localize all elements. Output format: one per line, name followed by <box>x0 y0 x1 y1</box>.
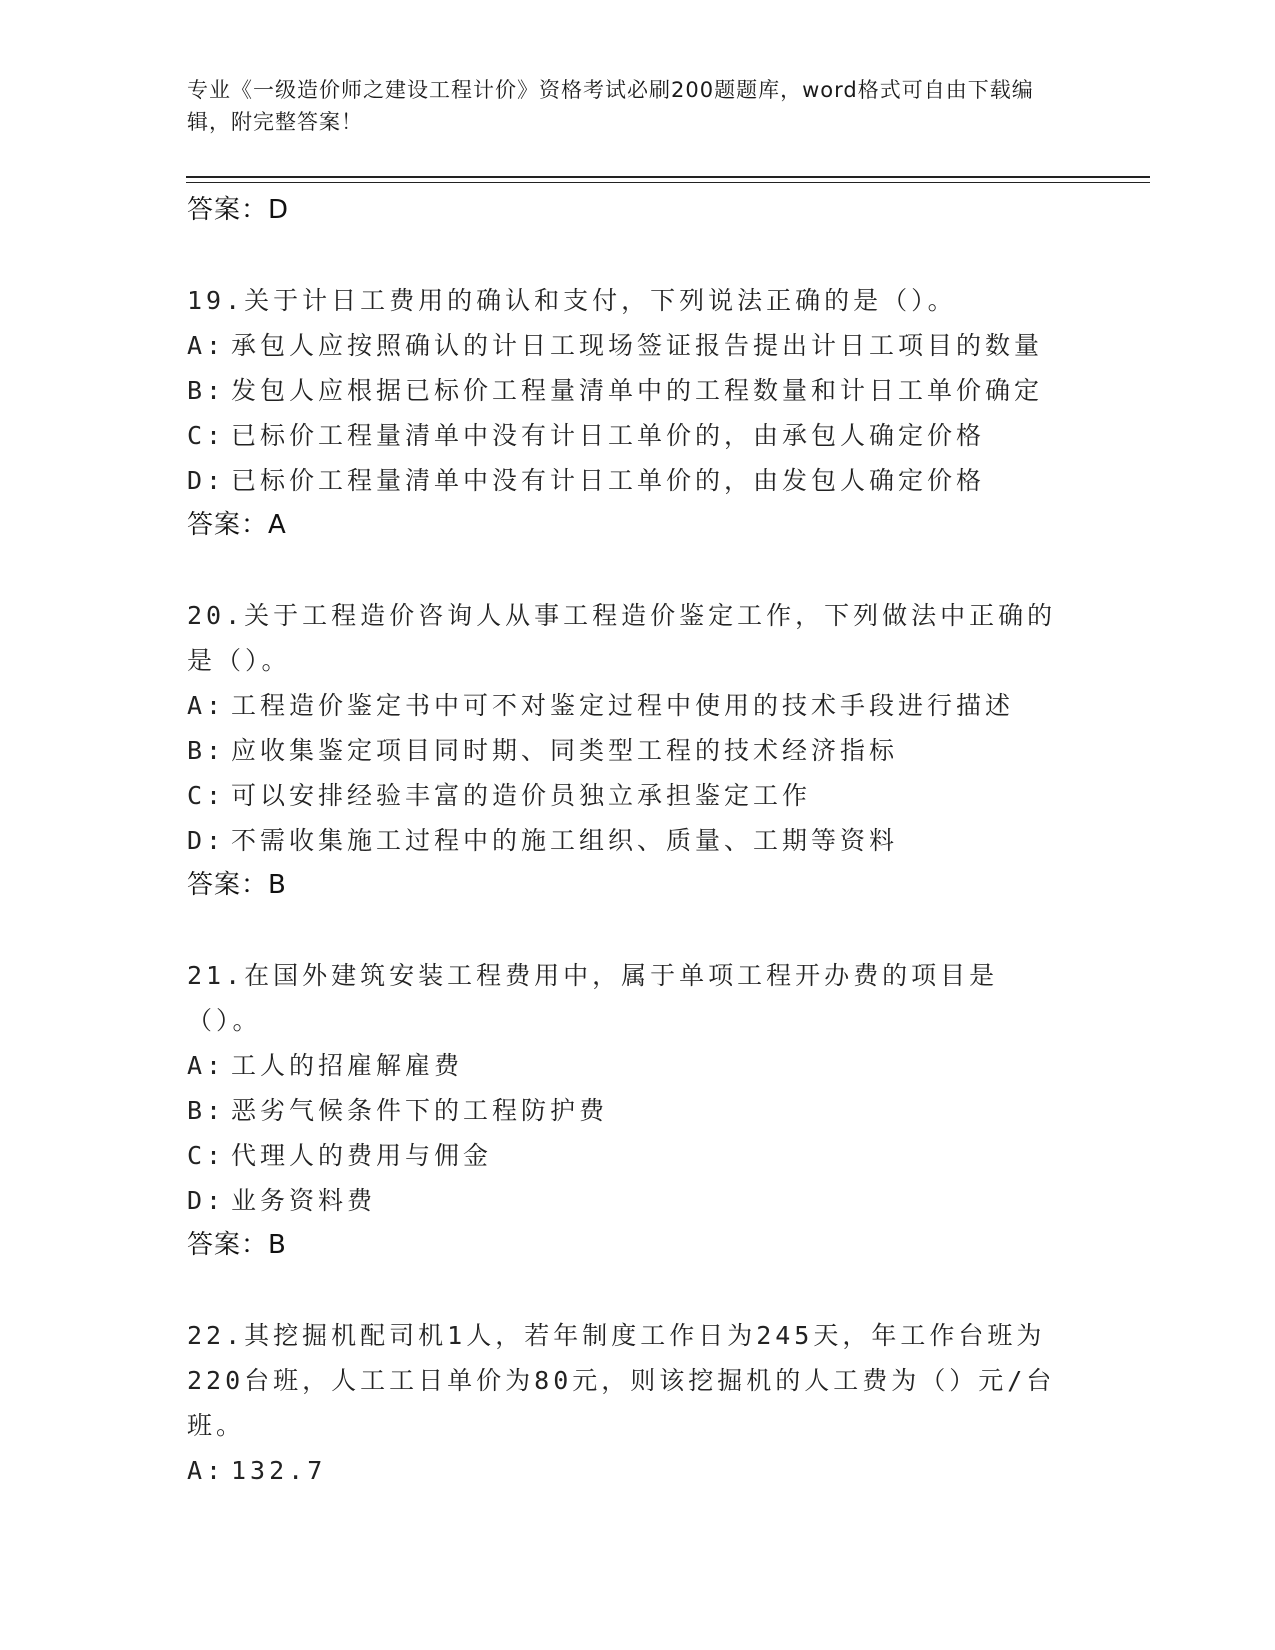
question-stem: 19.关于计日工费用的确认和支付，下列说法正确的是（）。 <box>187 286 957 315</box>
document-content <box>187 188 1087 1493</box>
option-key: C: <box>187 781 226 810</box>
option-text: 应收集鉴定项目同时期、同类型工程的技术经济指标 <box>231 736 899 765</box>
option-text: 已标价工程量清单中没有计日工单价的，由承包人确定价格 <box>231 421 986 450</box>
option-d <box>187 458 1087 503</box>
option-key: B: <box>187 736 226 765</box>
answer-line: 答案：D <box>187 195 290 225</box>
option-b <box>187 728 1087 773</box>
option-key: C: <box>187 421 226 450</box>
option-key: D: <box>187 466 226 495</box>
option-text: 承包人应按照确认的计日工现场签证报告提出计日工项目的数量 <box>231 331 1044 360</box>
option-c <box>187 1133 1087 1178</box>
option-text: 132.7 <box>231 1456 327 1485</box>
question-stem: 21.在国外建筑安装工程费用中，属于单项工程开办费的项目是（）。 <box>187 961 999 1035</box>
option-key: D: <box>187 826 226 855</box>
option-text: 代理人的费用与佣金 <box>231 1141 493 1170</box>
option-c <box>187 773 1087 818</box>
option-key: C: <box>187 1141 226 1170</box>
question-21 <box>187 953 1087 1267</box>
answer-line: 答案：B <box>187 1230 287 1260</box>
option-key: A: <box>187 331 226 360</box>
option-key: D: <box>187 1186 226 1215</box>
option-text: 已标价工程量清单中没有计日工单价的，由发包人确定价格 <box>231 466 986 495</box>
option-key: B: <box>187 1096 226 1125</box>
option-text: 工人的招雇解雇费 <box>231 1051 464 1080</box>
option-text: 业务资料费 <box>231 1186 377 1215</box>
question-19 <box>187 278 1087 547</box>
page-header: 专业《一级造价师之建设工程计价》资格考试必刷200题题库，word格式可自由下载编辑，附完整答案！ <box>187 78 1034 134</box>
answer-line: 答案：A <box>187 510 287 540</box>
option-text: 可以安排经验丰富的造价员独立承担鉴定工作 <box>231 781 812 810</box>
option-d <box>187 1178 1087 1223</box>
question-stem: 20.关于工程造价咨询人从事工程造价鉴定工作，下列做法中正确的是（）。 <box>187 601 1057 675</box>
option-key: A: <box>187 1456 226 1485</box>
header-rule-thin <box>186 182 1150 183</box>
option-key: A: <box>187 1051 226 1080</box>
option-text: 不需收集施工过程中的施工组织、质量、工期等资料 <box>231 826 899 855</box>
header-rule-thick <box>186 176 1150 178</box>
option-c <box>187 413 1087 458</box>
option-a <box>187 683 1087 728</box>
option-a <box>187 1448 1087 1493</box>
question-22 <box>187 1313 1087 1493</box>
answer-line: 答案：B <box>187 870 287 900</box>
option-b <box>187 1088 1087 1133</box>
option-a <box>187 1043 1087 1088</box>
option-d <box>187 818 1087 863</box>
option-text: 恶劣气候条件下的工程防护费 <box>231 1096 609 1125</box>
question-stem: 22.其挖掘机配司机1人，若年制度工作日为245天，年工作台班为220台班，人工工日单价为80元，则该挖掘机的人工费为（）元/台班。 <box>187 1321 1056 1440</box>
option-a <box>187 323 1087 368</box>
option-text: 发包人应根据已标价工程量清单中的工程数量和计日工单价确定 <box>231 376 1044 405</box>
option-key: B: <box>187 376 226 405</box>
option-text: 工程造价鉴定书中可不对鉴定过程中使用的技术手段进行描述 <box>231 691 1015 720</box>
option-b <box>187 368 1087 413</box>
option-key: A: <box>187 691 226 720</box>
question-20 <box>187 593 1087 907</box>
